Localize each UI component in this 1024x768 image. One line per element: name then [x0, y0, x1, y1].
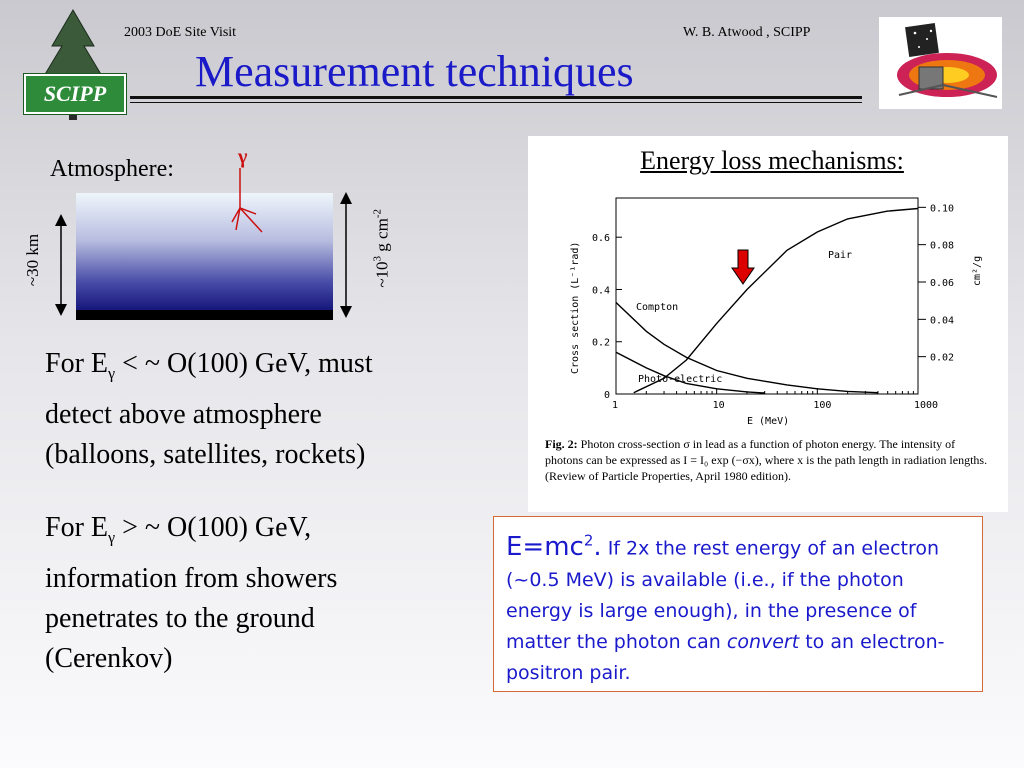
- pair-conversion-note: [493, 516, 983, 692]
- x-axis-label: E (MeV): [747, 416, 790, 427]
- y-tick-label: 0.4: [591, 285, 610, 297]
- figure-caption: Fig. 2: Photon cross-section σ in lead as a function of photon energy. The intensity of photons can be expressed as I = I₀ exp (−σx), where x is the path length in radiation lengths. (Review of Particle Properties, April 1980 edition).: [545, 437, 988, 483]
- logo-text: SCIPP: [43, 81, 107, 106]
- note-text: If 2x the rest energy of an electron (~0.5 MeV) is available (i.e., if the photon energy is large enough), in the presence of matter the photon can: [506, 537, 940, 653]
- red-down-arrow: [732, 250, 754, 284]
- series-label-compton: Compton: [636, 302, 679, 313]
- x-tick-label: 1000: [914, 400, 939, 411]
- depth-label: $\sim 10^3$ g $cm^{-2}$: [371, 209, 392, 288]
- series-line-photo-electric: [616, 352, 765, 393]
- plot-frame: [616, 198, 918, 394]
- note-text-end: to an electron-positron pair.: [506, 630, 945, 684]
- gamma-label: γ: [238, 146, 248, 168]
- cross-section-plot: [528, 186, 1008, 436]
- header-left-text: 2003 DoE Site Visit: [124, 25, 237, 40]
- y-axis-label: Cross section (L⁻¹rad): [570, 241, 581, 374]
- paragraph-high-energy: For $E_\gamma$ > ~ O(100) GeV, information from showers penetrates to the ground (Cerenkov): [45, 512, 338, 674]
- y2-tick-label: 0.04: [930, 315, 955, 327]
- y-tick-label: 0.6: [591, 233, 610, 245]
- series-label-pair: Pair: [828, 250, 853, 261]
- y-tick-label: 0.2: [591, 337, 610, 349]
- y2-axis-label: cm²/g: [972, 255, 983, 286]
- x-tick-label: 10: [712, 400, 725, 411]
- header-right-text: W. B. Atwood , SCIPP: [683, 25, 811, 40]
- y-tick-label: 0: [603, 390, 610, 401]
- series-label-photo-electric: Photo-electric: [638, 374, 723, 385]
- paragraph-low-energy: For $E_\gamma$ < ~ O(100) GeV, must detect above atmosphere (balloons, satellites, rockets): [45, 348, 373, 470]
- emc2-headline: $E=mc^2$.: [506, 531, 602, 562]
- note-emphasis: convert: [726, 630, 800, 653]
- atmosphere-label: Atmosphere:: [50, 156, 174, 182]
- series-line-pair: [634, 209, 918, 393]
- y2-tick-label: 0.08: [930, 240, 955, 252]
- y2-tick-label: 0.02: [930, 352, 955, 364]
- slide-title: Measurement techniques: [195, 47, 634, 96]
- energy-loss-panel: [528, 136, 1008, 512]
- energy-loss-heading: Energy loss mechanisms:: [640, 146, 904, 175]
- height-label: ~30 km: [23, 233, 42, 287]
- x-tick-label: 100: [813, 400, 832, 411]
- y2-tick-label: 0.06: [930, 278, 955, 289]
- x-tick-label: 1: [612, 400, 619, 411]
- y2-tick-label: 0.10: [930, 203, 955, 215]
